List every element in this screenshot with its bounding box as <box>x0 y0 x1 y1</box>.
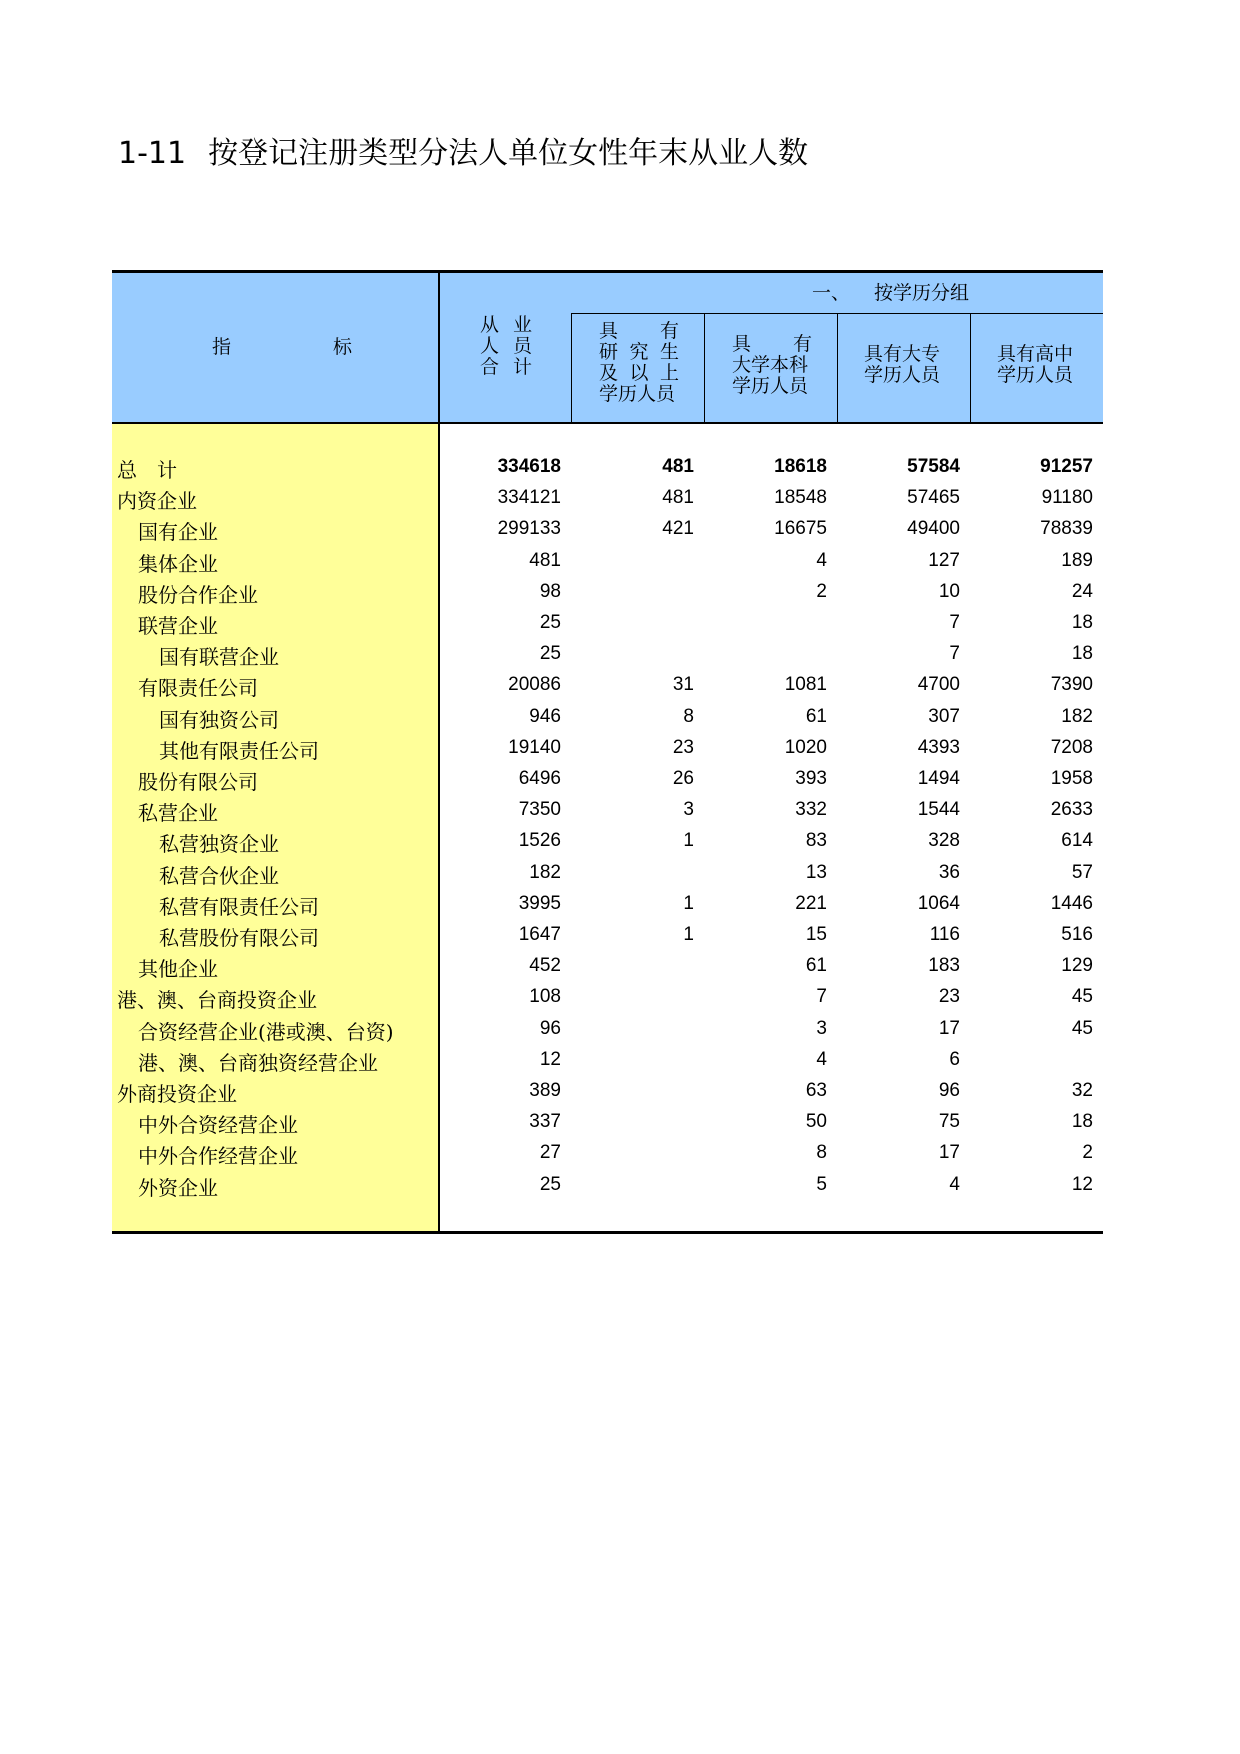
row-value: 1 <box>683 830 694 852</box>
table-row <box>112 546 1103 577</box>
table-row <box>112 733 1103 764</box>
row-value: 5 <box>816 1173 827 1195</box>
table-row <box>112 639 1103 670</box>
row-label: 国有企业 <box>138 520 218 545</box>
row-value: 1526 <box>518 830 561 852</box>
row-value: 4393 <box>917 736 960 758</box>
row-value: 27 <box>539 1142 561 1164</box>
row-value: 18548 <box>774 487 827 509</box>
table-top-rule <box>112 270 1103 273</box>
row-label: 中外合作经营企业 <box>138 1144 298 1169</box>
row-value: 7350 <box>518 799 561 821</box>
row-value: 24 <box>1071 580 1093 602</box>
header-graduate: 具 有 研 究 生 及 以 上 学历人员 <box>599 320 679 405</box>
statistics-table <box>112 270 1103 1234</box>
row-value: 31 <box>672 674 694 696</box>
row-value: 2 <box>1082 1142 1093 1164</box>
row-value: 116 <box>929 924 960 945</box>
row-value: 23 <box>672 736 694 758</box>
row-value: 7 <box>949 612 960 633</box>
row-value: 129 <box>1061 955 1093 977</box>
table-row <box>112 826 1103 857</box>
row-value: 96 <box>938 1080 960 1101</box>
row-value: 18618 <box>774 456 827 477</box>
row-value: 328 <box>928 830 960 852</box>
row-value: 183 <box>928 955 960 977</box>
row-value: 614 <box>1061 830 1093 852</box>
row-value: 189 <box>1061 549 1093 571</box>
row-value: 1 <box>683 924 694 945</box>
row-value: 421 <box>662 518 694 540</box>
row-value: 481 <box>529 549 561 571</box>
row-label: 其他企业 <box>138 957 218 982</box>
row-label: 股份合作企业 <box>138 582 258 607</box>
row-value: 25 <box>539 643 561 665</box>
row-label: 联营企业 <box>138 614 218 638</box>
row-value: 127 <box>928 549 960 571</box>
table-row <box>112 1107 1103 1138</box>
row-value: 8 <box>683 705 694 727</box>
row-label: 总 计 <box>117 458 177 482</box>
row-value: 83 <box>805 830 827 852</box>
row-label: 国有独资公司 <box>159 707 279 732</box>
row-label: 外资企业 <box>138 1175 218 1200</box>
row-value: 1064 <box>917 892 960 914</box>
row-value: 16675 <box>774 518 827 540</box>
table-row <box>112 858 1103 889</box>
table-row <box>112 795 1103 826</box>
row-value: 12 <box>539 1048 561 1070</box>
row-value: 12 <box>1071 1173 1093 1195</box>
row-value: 91180 <box>1041 487 1093 509</box>
row-value: 25 <box>539 1173 561 1195</box>
row-value: 1081 <box>784 674 827 696</box>
row-value: 17 <box>938 1142 960 1164</box>
table-row <box>112 1014 1103 1045</box>
row-value: 7390 <box>1050 674 1093 696</box>
row-value: 25 <box>539 612 561 633</box>
row-value: 1544 <box>917 799 960 821</box>
row-value: 389 <box>529 1080 561 1101</box>
row-value: 45 <box>1071 1017 1093 1039</box>
row-value: 26 <box>672 768 694 789</box>
row-value: 6496 <box>518 768 561 789</box>
column-divider <box>571 313 572 423</box>
table-row <box>112 1138 1103 1169</box>
row-label: 合资经营企业(港或澳、台资) <box>138 1019 394 1044</box>
table-row <box>112 577 1103 608</box>
row-value: 18 <box>1071 612 1093 633</box>
row-label: 有限责任公司 <box>138 676 258 701</box>
row-label: 集体企业 <box>138 551 218 576</box>
table-row <box>112 889 1103 920</box>
row-value: 516 <box>1061 924 1093 945</box>
row-label: 国有联营企业 <box>159 645 279 670</box>
header-indicator-label: 指 标 <box>212 336 352 358</box>
row-value: 332 <box>795 799 827 821</box>
row-value: 13 <box>805 861 827 883</box>
row-label: 内资企业 <box>117 489 197 514</box>
row-value: 4 <box>816 549 827 571</box>
column-divider <box>837 313 838 423</box>
row-value: 6 <box>949 1048 960 1070</box>
row-value: 108 <box>529 986 561 1008</box>
row-value: 23 <box>938 986 960 1008</box>
table-row <box>112 514 1103 545</box>
row-value: 452 <box>529 955 561 977</box>
row-value: 19140 <box>508 736 561 758</box>
row-value: 481 <box>662 487 694 509</box>
row-value: 36 <box>938 861 960 883</box>
row-value: 1020 <box>784 736 827 758</box>
row-value: 57 <box>1071 861 1093 883</box>
row-value: 50 <box>805 1111 827 1133</box>
header-high-school: 具有高中 学历人员 <box>997 343 1074 386</box>
table-row <box>112 483 1103 514</box>
row-value: 1647 <box>518 924 561 945</box>
row-value: 3995 <box>518 892 561 914</box>
table-row <box>112 982 1103 1013</box>
row-value: 946 <box>529 705 561 727</box>
row-value: 7208 <box>1050 736 1093 758</box>
table-bottom-rule <box>112 1231 1103 1234</box>
row-value: 1446 <box>1050 892 1093 914</box>
row-value: 334121 <box>497 487 561 509</box>
table-row <box>112 1170 1103 1201</box>
table-row <box>112 1076 1103 1107</box>
row-value: 61 <box>805 705 827 727</box>
row-value: 17 <box>938 1017 960 1039</box>
row-value: 91257 <box>1040 456 1093 477</box>
row-value: 4700 <box>917 674 960 696</box>
header-total-employed: 从 业 人 员 合 计 <box>480 314 532 378</box>
table-row <box>112 1045 1103 1076</box>
table-row <box>112 702 1103 733</box>
row-value: 1958 <box>1050 768 1093 789</box>
row-value: 1 <box>683 892 694 914</box>
table-row <box>112 670 1103 701</box>
header-bachelor: 具 有 大学本科 学历人员 <box>732 333 812 397</box>
table-row <box>112 452 1103 483</box>
row-label: 外商投资企业 <box>117 1082 237 1106</box>
row-value: 78839 <box>1040 518 1093 540</box>
row-label: 港、澳、台商投资企业 <box>117 988 317 1013</box>
table-row <box>112 764 1103 795</box>
row-value: 221 <box>795 892 827 914</box>
row-label: 中外合资经营企业 <box>138 1113 298 1138</box>
row-value: 63 <box>805 1080 827 1101</box>
table-row <box>112 920 1103 951</box>
row-value: 61 <box>805 955 827 977</box>
row-label: 其他有限责任公司 <box>159 738 319 763</box>
row-value: 3 <box>816 1017 827 1039</box>
header-bottom-rule <box>112 422 1103 424</box>
row-value: 4 <box>949 1173 960 1195</box>
row-value: 8 <box>816 1142 827 1164</box>
row-value: 2633 <box>1050 799 1093 821</box>
header-group-education: 一、 按学历分组 <box>812 282 970 304</box>
row-value: 32 <box>1071 1080 1093 1101</box>
row-value: 96 <box>539 1017 561 1039</box>
row-value: 7 <box>949 643 960 665</box>
row-value: 481 <box>662 456 694 477</box>
table-row <box>112 951 1103 982</box>
row-value: 2 <box>816 580 827 602</box>
row-value: 4 <box>816 1048 827 1070</box>
column-divider <box>970 313 971 423</box>
row-label: 私营独资企业 <box>159 832 279 857</box>
row-value: 45 <box>1071 986 1093 1008</box>
row-value: 10 <box>938 580 960 602</box>
row-value: 3 <box>683 799 694 821</box>
row-label: 私营股份有限公司 <box>159 926 319 950</box>
row-value: 57465 <box>907 487 960 509</box>
header-junior-college: 具有大专 学历人员 <box>864 343 941 386</box>
table-title: 按登记注册类型分法人单位女性年末从业人数 <box>208 136 809 171</box>
row-label: 股份有限公司 <box>138 770 258 794</box>
row-value: 1494 <box>917 768 960 789</box>
row-value: 7 <box>816 986 827 1008</box>
page-title <box>118 128 808 172</box>
row-value: 75 <box>938 1111 960 1133</box>
row-value: 18 <box>1071 643 1093 665</box>
row-value: 182 <box>1061 705 1093 727</box>
row-value: 182 <box>529 861 561 883</box>
row-value: 337 <box>529 1111 561 1133</box>
row-value: 20086 <box>508 674 561 696</box>
row-value: 15 <box>805 924 827 945</box>
row-value: 49400 <box>907 518 960 540</box>
row-value: 57584 <box>907 456 960 477</box>
row-value: 98 <box>539 580 561 602</box>
row-label: 私营合伙企业 <box>159 863 279 888</box>
row-value: 334618 <box>497 456 561 477</box>
row-label: 港、澳、台商独资经营企业 <box>138 1050 378 1075</box>
row-value: 299133 <box>497 518 561 540</box>
column-divider <box>704 313 705 423</box>
row-value: 307 <box>928 705 960 727</box>
row-label: 私营企业 <box>138 801 218 826</box>
row-label: 私营有限责任公司 <box>159 894 319 919</box>
table-row <box>112 608 1103 639</box>
row-value: 393 <box>795 768 827 789</box>
table-number: 1-11 <box>118 136 187 171</box>
row-value: 18 <box>1071 1111 1093 1133</box>
